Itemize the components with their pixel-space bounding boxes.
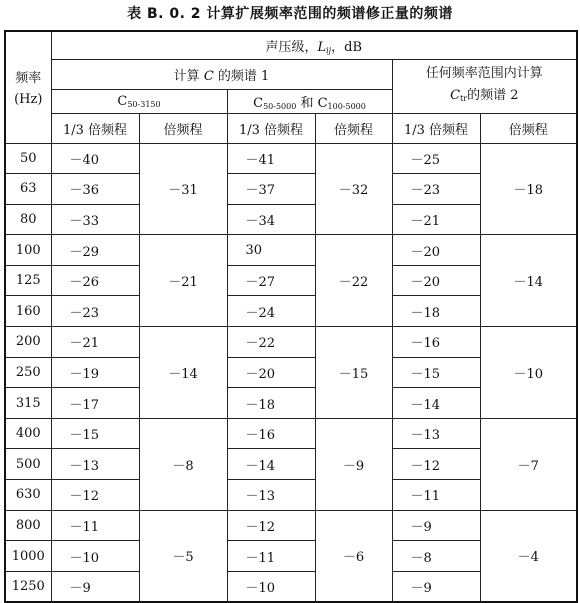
spectrum1a-third-octave-cell: －21 (51, 327, 139, 358)
table-row (5, 418, 577, 449)
spectrum2-third-octave-cell: －20 (392, 235, 480, 266)
spectrum1b-third-octave-cell: －16 (227, 418, 315, 449)
frequency-cell: 315 (5, 388, 51, 419)
spectrum1b-third-octave-cell: －34 (227, 204, 315, 235)
group-a-title-symbol: C (203, 68, 214, 84)
table-row (5, 235, 577, 266)
col-header-octave-2: 倍频程 (315, 113, 392, 143)
spectrum2-third-octave-cell: －18 (392, 296, 480, 327)
spectrum1b-third-octave-cell: －41 (227, 143, 315, 174)
spectrum2-third-octave-cell: －23 (392, 174, 480, 205)
group-b-header (392, 59, 577, 113)
spectrum2-third-octave-cell: －13 (392, 418, 480, 449)
spectrum2-third-octave-cell: －16 (392, 327, 480, 358)
spectrum2-third-octave-cell: －21 (392, 204, 480, 235)
frequency-cell: 1000 (5, 541, 51, 572)
spectrum1a-third-octave-cell: －11 (51, 510, 139, 541)
spectrum1a-third-octave-cell: －10 (51, 541, 139, 572)
spectrum2-octave-cell: －7 (480, 418, 577, 510)
group-b-symbol-sub: tr (460, 93, 468, 103)
spectrum1b-octave-cell: －6 (315, 510, 392, 602)
spectrum1a-third-octave-cell: －13 (51, 449, 139, 480)
spectrum1a-third-octave-cell: －36 (51, 174, 139, 205)
spectrum1a-third-octave-cell: －19 (51, 357, 139, 388)
spectrum2-octave-cell: －18 (480, 143, 577, 235)
table-row (5, 143, 577, 174)
spectrum2-octave-cell: －14 (480, 235, 577, 327)
spectrum2-third-octave-cell: －25 (392, 143, 480, 174)
frequency-cell: 400 (5, 418, 51, 449)
table-row (5, 327, 577, 358)
frequency-cell: 500 (5, 449, 51, 480)
spectrum2-octave-cell: －4 (480, 510, 577, 602)
frequency-cell: 50 (5, 143, 51, 174)
spectrum1a-third-octave-cell: －40 (51, 143, 139, 174)
col-header-octave-1: 倍频程 (139, 113, 227, 143)
group-a-title-pre: 计算 (173, 68, 204, 84)
spl-unit: ，dB (331, 39, 363, 55)
spectrum1b-third-octave-cell: －22 (227, 327, 315, 358)
frequency-cell: 1250 (5, 571, 51, 602)
spectrum1b-third-octave-cell: －27 (227, 265, 315, 296)
frequency-unit: (Hz) (14, 92, 43, 108)
col-header-third-octave-2: 1/3 倍频程 (227, 113, 315, 143)
frequency-cell: 100 (5, 235, 51, 266)
spl-header (51, 31, 577, 59)
frequency-cell: 125 (5, 265, 51, 296)
spectrum1a-third-octave-cell: －23 (51, 296, 139, 327)
spectrum2-third-octave-cell: －14 (392, 388, 480, 419)
spl-label: 声压级， (265, 39, 318, 55)
frequency-cell: 160 (5, 296, 51, 327)
spectrum2-third-octave-cell: －15 (392, 357, 480, 388)
group-a1-sub: 50-3150 (127, 99, 161, 109)
spl-symbol: L (317, 39, 327, 55)
spectrum1b-third-octave-cell: －24 (227, 296, 315, 327)
spectrum1b-third-octave-cell: －10 (227, 571, 315, 602)
spectrum1a-third-octave-cell: －26 (51, 265, 139, 296)
spectrum2-third-octave-cell: －8 (392, 541, 480, 572)
frequency-label: 频率 (15, 71, 42, 87)
group-b-symbol: C (450, 87, 461, 103)
spectrum1a-third-octave-cell: －17 (51, 388, 139, 419)
group-a-title-post: 的频谱 1 (213, 68, 270, 84)
spectrum1a-third-octave-cell: －15 (51, 418, 139, 449)
spectrum1b-octave-cell: －32 (315, 143, 392, 235)
spectrum1a-octave-cell: －21 (139, 235, 227, 327)
spectrum1a-third-octave-cell: －33 (51, 204, 139, 235)
spectrum1a-octave-cell: －14 (139, 327, 227, 419)
group-a2-header (227, 89, 392, 113)
frequency-header (5, 31, 51, 143)
group-a2-label-a: C (253, 95, 264, 111)
group-a-header (51, 59, 392, 89)
frequency-cell: 80 (5, 204, 51, 235)
group-a2-label-b: C (317, 95, 328, 111)
spectrum1b-octave-cell: －22 (315, 235, 392, 327)
spectrum1b-third-octave-cell: 30 (227, 235, 315, 266)
spectrum1a-octave-cell: －8 (139, 418, 227, 510)
group-b-title-line2: 的频谱 2 (467, 87, 519, 103)
spectrum-table (4, 30, 578, 603)
spectrum1b-third-octave-cell: －20 (227, 357, 315, 388)
col-header-third-octave-1: 1/3 倍频程 (51, 113, 139, 143)
frequency-cell: 63 (5, 174, 51, 205)
col-header-octave-3: 倍频程 (480, 113, 577, 143)
group-b-title-line1: 任何频率范围内计算 (425, 65, 543, 81)
spectrum1a-third-octave-cell: －9 (51, 571, 139, 602)
spectrum2-octave-cell: －10 (480, 327, 577, 419)
spectrum1b-octave-cell: －15 (315, 327, 392, 419)
spectrum1b-third-octave-cell: －11 (227, 541, 315, 572)
spectrum2-third-octave-cell: －9 (392, 510, 480, 541)
table-title: 表 B. 0. 2 计算扩展频率范围的频谱修正量的频谱 (127, 6, 453, 22)
spectrum1a-octave-cell: －5 (139, 510, 227, 602)
table-row (5, 510, 577, 541)
group-a1-label: C (117, 93, 128, 109)
spectrum2-third-octave-cell: －11 (392, 480, 480, 511)
spectrum2-third-octave-cell: －20 (392, 265, 480, 296)
spectrum2-third-octave-cell: －9 (392, 571, 480, 602)
group-a2-sub-b: 100-5000 (327, 101, 366, 111)
frequency-cell: 250 (5, 357, 51, 388)
frequency-cell: 200 (5, 327, 51, 358)
group-a2-mid: 和 (296, 95, 318, 111)
spectrum1a-octave-cell: －31 (139, 143, 227, 235)
spectrum1b-third-octave-cell: －37 (227, 174, 315, 205)
spectrum1b-third-octave-cell: －14 (227, 449, 315, 480)
frequency-cell: 630 (5, 480, 51, 511)
spl-symbol-sub: ij (326, 45, 332, 55)
group-a1-header (51, 89, 227, 113)
group-a2-sub-a: 50-5000 (263, 101, 297, 111)
spectrum2-third-octave-cell: －12 (392, 449, 480, 480)
spectrum1a-third-octave-cell: －29 (51, 235, 139, 266)
frequency-cell: 800 (5, 510, 51, 541)
spectrum1b-octave-cell: －9 (315, 418, 392, 510)
spectrum1a-third-octave-cell: －12 (51, 480, 139, 511)
spectrum1b-third-octave-cell: －12 (227, 510, 315, 541)
spectrum1b-third-octave-cell: －18 (227, 388, 315, 419)
spectrum1b-third-octave-cell: －13 (227, 480, 315, 511)
col-header-third-octave-3: 1/3 倍频程 (392, 113, 480, 143)
